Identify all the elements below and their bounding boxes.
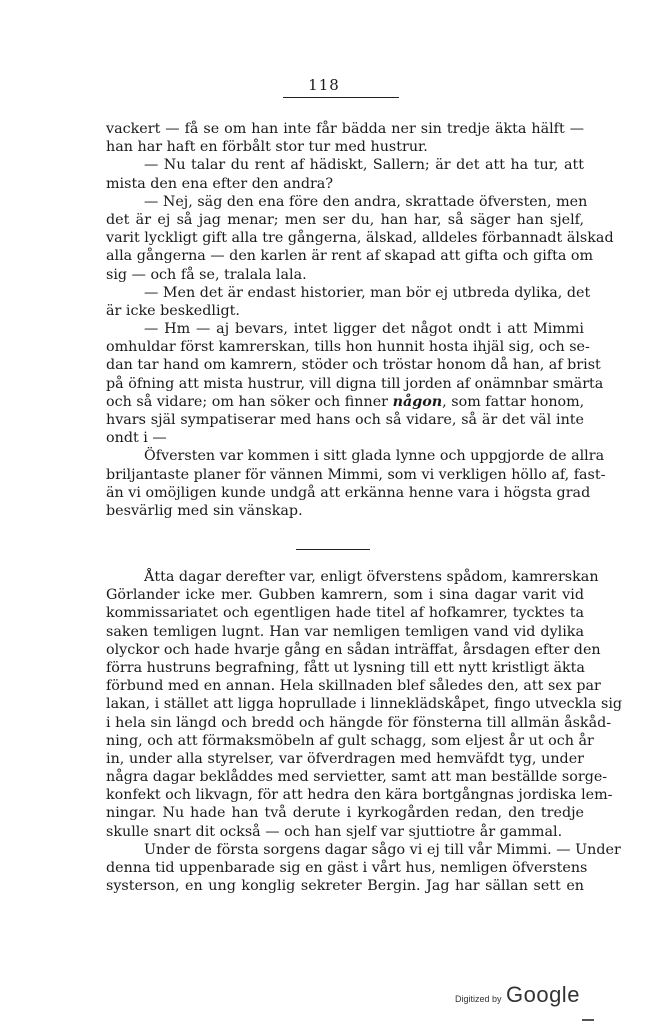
text-line: Öfversten var kommen i sitt glada lynne och uppgjorde de allra (144, 448, 605, 465)
text-line: denna tid uppenbarade sig en gäst i vårt hus, nemligen öfverstens (106, 860, 588, 876)
text-line: ning, och att förmaksmöbeln af gult schagg, som eljest år ut och år (106, 732, 594, 749)
text-line: systerson, en ung konglig sekreter Bergin. Jag har sällan sett en (106, 878, 584, 895)
text-line: — Hm — aj bevars, intet ligger det något ondt i att Mimmi (144, 321, 584, 338)
text-line: är icke beskedligt. (106, 302, 240, 319)
text-line: än vi omöjligen kunde undgå att erkänna henne vara i högsta grad (106, 484, 591, 501)
text-line: skulle snart dit också — och han sjelf var sjuttiotre år gammal. (106, 823, 563, 840)
text-line: — Nu talar du rent af hädiskt, Sallern; är det att ha tur, att (144, 157, 584, 174)
text-line: sig — och få se, tralala lala. (106, 266, 307, 283)
text-line: och så vidare; om han söker och finner någon, som fattar honom, (106, 393, 585, 410)
text-line: förra hustruns begrafning, fått ut lysning till ett nytt kristligt äkta (106, 659, 585, 676)
text-line: — Nej, säg den ena före den andra, skrattade öfversten, men (144, 193, 588, 210)
text-line: några dagar beklåddes med servietter, samt att man beställde sorge- (106, 769, 608, 786)
text-block-dialogue (106, 120, 614, 520)
google-logo-text: Google (505, 982, 580, 1007)
text-line: det är ej så jag menar; men ser du, han har, så säger han sjelf, (106, 211, 584, 228)
digitized-by-label: Digitized by (455, 994, 502, 1004)
text-line: saken temligen lugnt. Han var nemligen temligen vand vid dylika (106, 623, 584, 640)
scan-speck (582, 1019, 594, 1021)
text-line: lakan, i stället att ligga hoprullade i linneklädskåpet, fingo utveckla sig (106, 696, 623, 713)
text-line: varit lyckligt gift alla tre gångerna, älskad, alldeles förbannadt älskad (106, 230, 614, 247)
text-line: hvars själ sympatiserar med hans och så vidare, så är det väl inte (106, 412, 584, 428)
header-rule (283, 97, 399, 98)
text-line: Åtta dagar derefter var, enligt öfverstens spådom, kamrerskan (144, 569, 599, 585)
text-line: briljantaste planer för vännen Mimmi, som vi verkligen höllo af, fast- (106, 466, 606, 483)
text-line: på öfning att mista hustrur, vill digna till jorden af onämnbar smärta (106, 375, 604, 392)
text-line: han har haft en förbålt stor tur med hustrur. (106, 139, 428, 156)
text-line: konfekt och likvagn, för att hedra den kära bortgångnas jordiska lem- (106, 787, 613, 804)
text-line: — Men det är endast historier, man bör ej utbreda dylika, det (144, 284, 591, 301)
text-line: förbund med en annan. Hela skillnaden blef således den, att sex par (106, 678, 601, 695)
text-block-narrative (106, 568, 623, 895)
text-line: omhuldar först kamrerskan, tills hon hunnit hosta ihjäl sig, och se- (106, 339, 590, 356)
text-line: besvärlig med sin vänskap. (106, 502, 303, 519)
text-line: vackert — få se om han inte får bädda ner sin tredje äkta hälft — (106, 121, 584, 137)
digitized-by-google-watermark (455, 982, 580, 1008)
text-line: kommissariatet och egentligen hade titel af hofkamrer, tycktes ta (106, 605, 584, 622)
text-line: dan tar hand om kamrern, stöder och tröstar honom då han, af brist (106, 357, 601, 374)
text-line: ondt i — (106, 430, 167, 447)
text-line: olyckor och hade hvarje gång en sådan inträffat, årsdagen efter den (106, 641, 601, 658)
text-line: Görlander icke mer. Gubben kamrern, som i sina dagar varit vid (106, 587, 584, 604)
text-line: alla gångerna — den karlen är rent af skapad att gifta och gifta om (106, 248, 594, 265)
emphasized-word: någon (392, 393, 443, 410)
page-number: 118 (308, 76, 340, 94)
text-line: i hela sin längd och bredd och hängde för fönsterna till allmän åskåd- (106, 714, 612, 731)
text-line: ningar. Nu hade han två derute i kyrkogården redan, den tredje (106, 805, 584, 822)
text-line: Under de första sorgens dagar sågo vi ej till vår Mimmi. — Under (144, 841, 621, 858)
text-line: mista den ena efter den andra? (106, 175, 333, 192)
section-divider (296, 549, 370, 550)
text-line: in, under alla styrelser, var öfverdragen med hemväfdt tyg, under (106, 750, 584, 767)
